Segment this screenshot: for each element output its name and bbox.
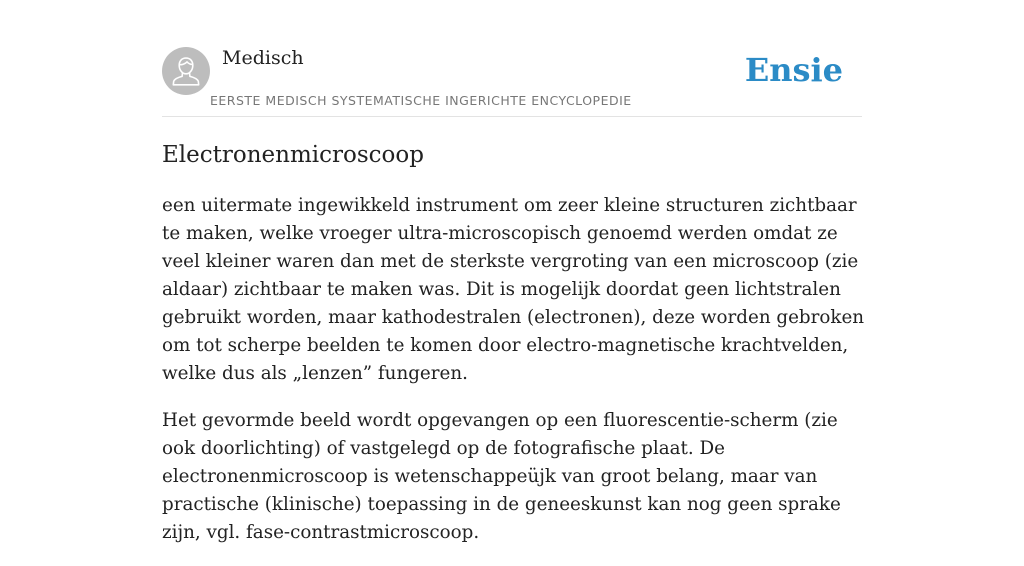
user-silhouette-icon (162, 47, 210, 95)
brand-logo-link[interactable]: Ensie (744, 51, 843, 89)
article-paragraph: een uitermate ingewikkeld instrument om zeer kleine structuren zichtbaar te maken, welke vroeger ultra-microscopisch genoemd werden omdat ze veel kleiner waren dan met de sterkste vergroting van een microscoop (zie aldaar) zichtbaar te maken was. Dit is mogelijk doordat geen lichtstralen gebruikt worden, maar kathodestralen (electronen), deze worden gebroken om tot scherpe beelden te komen door electro-magnetische krachtvelden, welke dus als „lenzen” fungeren. (162, 195, 865, 384)
source-avatar[interactable] (162, 47, 210, 95)
article-title: Electronenmicroscoop (162, 142, 424, 168)
source-subtitle: EERSTE MEDISCH SYSTEMATISCHE INGERICHTE ENCYCLOPEDIE (210, 93, 632, 108)
article-paragraph: Het gevormde beeld wordt opgevangen op een fluorescentie-scherm (zie ook doorlichting) of vastgelegd op de fotografische plaat. De electronenmicroscoop is wetenschappeüjk van groot belang, maar van practische (klinische) toepassing in de geneeskunst kan nog geen sprake zijn, vgl. fase-contrastmicroscoop. (162, 410, 841, 543)
source-header (162, 46, 862, 117)
article-body (162, 192, 867, 566)
source-name-link[interactable]: Medisch (222, 47, 304, 69)
